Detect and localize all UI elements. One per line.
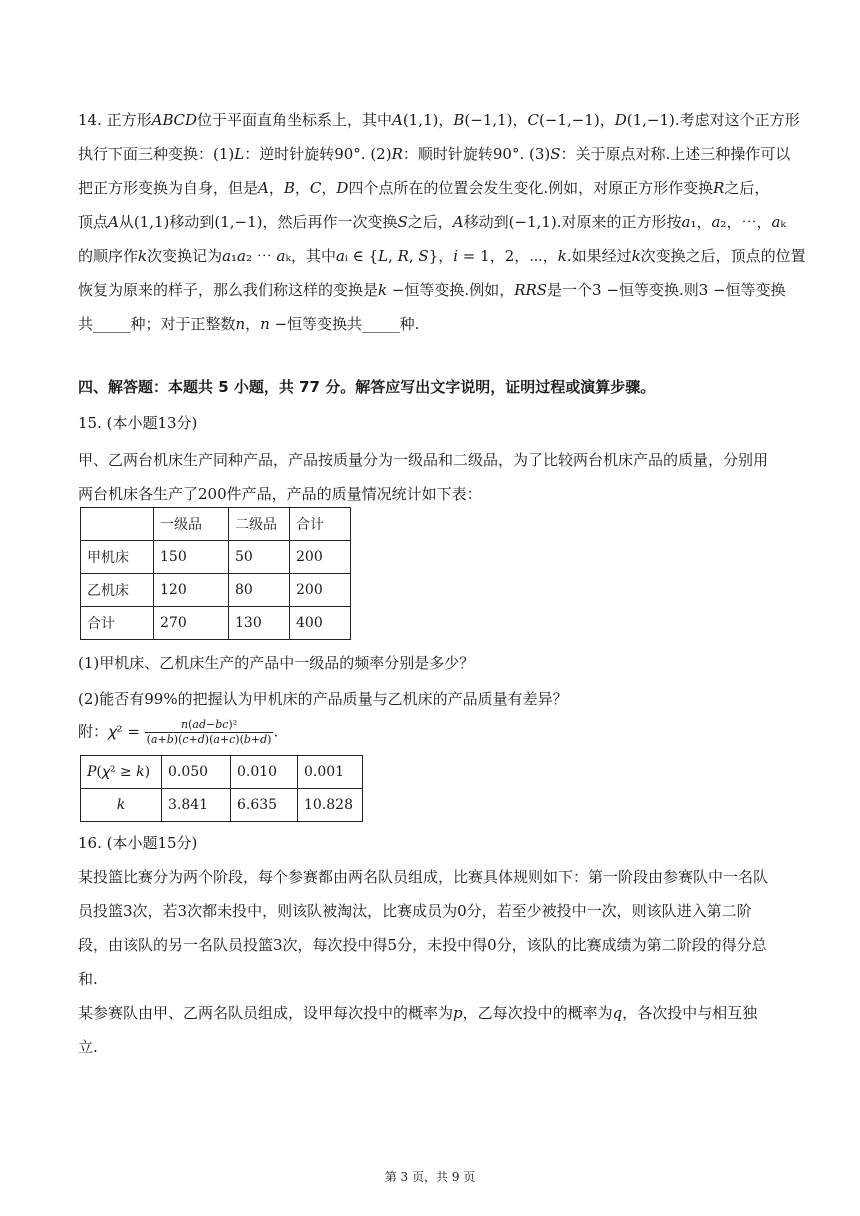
table-row <box>81 789 363 822</box>
q15-intro-line: 两台机床各生产了200件产品，产品的质量情况统计如下表： <box>78 485 482 503</box>
table-cell: 6.635 <box>231 789 298 822</box>
critical-value-table <box>80 755 363 822</box>
table-cell: 200 <box>290 541 351 574</box>
q16-line: 某投篮比赛分为两个阶段，每个参赛都由两名队员组成，比赛具体规则如下：第一阶段由参赛队中一名队 <box>78 868 769 886</box>
q14-line: 共_____种；对于正整数𝑛，𝑛 −恒等变换共_____种. <box>78 315 420 333</box>
table-cell: 𝑃(𝜒² ≥ 𝑘) <box>81 756 162 789</box>
q16-header: 16. (本小题15分) <box>78 834 198 852</box>
table-header-row <box>81 508 351 541</box>
table-cell: 合计 <box>81 607 154 640</box>
q14-line: 的顺序作𝑘次变换记为𝑎₁𝑎₂ ⋯ 𝑎ₖ，其中𝑎ᵢ ∈ {𝐿, 𝑅, 𝑆}，𝑖 = 1，2，⋯，𝑘.如果经过𝑘次变换之后，顶点的位置 <box>78 247 806 265</box>
quality-table <box>80 507 351 640</box>
q15-part-2: (2)能否有99%的把握认为甲机床的产品质量与乙机床的产品质量有差异？ <box>78 690 568 708</box>
table-cell: 150 <box>154 541 229 574</box>
q14-line: 顶点𝐴从(1,1)移动到(1,−1)，然后再作一次变换𝑆之后，𝐴移动到(−1,1).对原来的正方形按𝑎₁，𝑎₂，⋯，𝑎ₖ <box>78 213 786 231</box>
q15-intro-line: 甲、乙两台机床生产同种产品，产品按质量分为一级品和二级品，为了比较两台机床产品的质量，分别用 <box>78 451 769 469</box>
table-cell: 𝑘 <box>81 789 162 822</box>
table-cell: 270 <box>154 607 229 640</box>
table-cell <box>81 508 154 541</box>
formula-prefix: 附：𝜒² = <box>78 722 140 741</box>
q16-line: 段，由该队的另一名队员投篮3次，每次投中得5分，未投中得0分，该队的比赛成绩为第二阶段的得分总 <box>78 936 767 954</box>
table-cell: 10.828 <box>298 789 363 822</box>
q14-line: 14. 正方形𝐴𝐵𝐶𝐷位于平面直角坐标系上，其中𝐴(1,1)，𝐵(−1,1)，𝐶(−1,−1)，𝐷(1,−1).考虑对这个正方形 <box>78 111 800 129</box>
table-cell: 0.010 <box>231 756 298 789</box>
q16-line: 员投篮3次，若3次都未投中，则该队被淘汰，比赛成员为0分，若至少被投中一次，则该队进入第二阶 <box>78 902 752 920</box>
chi-square-formula <box>78 718 278 747</box>
question-16 <box>78 860 788 1064</box>
formula-fraction <box>145 718 274 747</box>
table-cell: 合计 <box>290 508 351 541</box>
page-footer: 第 3 页，共 9 页 <box>384 1170 476 1184</box>
section-4-title: 四、解答题：本题共 5 小题，共 77 分。解答应写出文字说明，证明过程或演算步骤。 <box>78 378 656 396</box>
q15-intro <box>78 443 788 511</box>
table-cell: 一级品 <box>154 508 229 541</box>
table-cell: 200 <box>290 574 351 607</box>
q14-line: 执行下面三种变换：(1)𝐿：逆时针旋转90°. (2)𝑅：顺时针旋转90°. (3)𝑆：关于原点对称.上述三种操作可以 <box>78 145 791 163</box>
table-row <box>81 574 351 607</box>
table-cell: 0.001 <box>298 756 363 789</box>
table-cell: 甲机床 <box>81 541 154 574</box>
table-cell: 乙机床 <box>81 574 154 607</box>
table-cell: 80 <box>229 574 290 607</box>
q16-line: 某参赛队由甲、乙两名队员组成，设甲每次投中的概率为𝑝，乙每次投中的概率为𝑞，各次投中与相互独 <box>78 1004 758 1022</box>
table-cell: 3.841 <box>162 789 231 822</box>
table-cell: 二级品 <box>229 508 290 541</box>
table-cell: 50 <box>229 541 290 574</box>
table-cell: 0.050 <box>162 756 231 789</box>
q16-line: 和. <box>78 970 98 988</box>
table-row <box>81 607 351 640</box>
table-cell: 130 <box>229 607 290 640</box>
table-row <box>81 756 363 789</box>
q15-header: 15. (本小题13分) <box>78 414 198 432</box>
q15-part-1: (1)甲机床、乙机床生产的产品中一级品的频率分别是多少？ <box>78 654 475 672</box>
question-14 <box>78 103 806 341</box>
q16-line: 立. <box>78 1038 98 1056</box>
table-row <box>81 541 351 574</box>
q14-line: 恢复为原来的样子，那么我们称这样的变换是𝑘 −恒等变换.例如，𝑅𝑅𝑆是一个3 −恒等变换.则3 −恒等变换 <box>78 281 786 299</box>
formula-denominator: (𝑎+𝑏)(𝑐+𝑑)(𝑎+𝑐)(𝑏+𝑑) <box>146 733 272 746</box>
table-cell: 400 <box>290 607 351 640</box>
formula-numerator: 𝑛(𝑎𝑑−𝑏𝑐)² <box>145 718 274 733</box>
q14-line: 把正方形变换为自身，但是𝐴，𝐵，𝐶，𝐷四个点所在的位置会发生变化.例如，对原正方形作变换𝑅之后， <box>78 179 770 197</box>
formula-suffix: . <box>273 722 279 741</box>
table-cell: 120 <box>154 574 229 607</box>
